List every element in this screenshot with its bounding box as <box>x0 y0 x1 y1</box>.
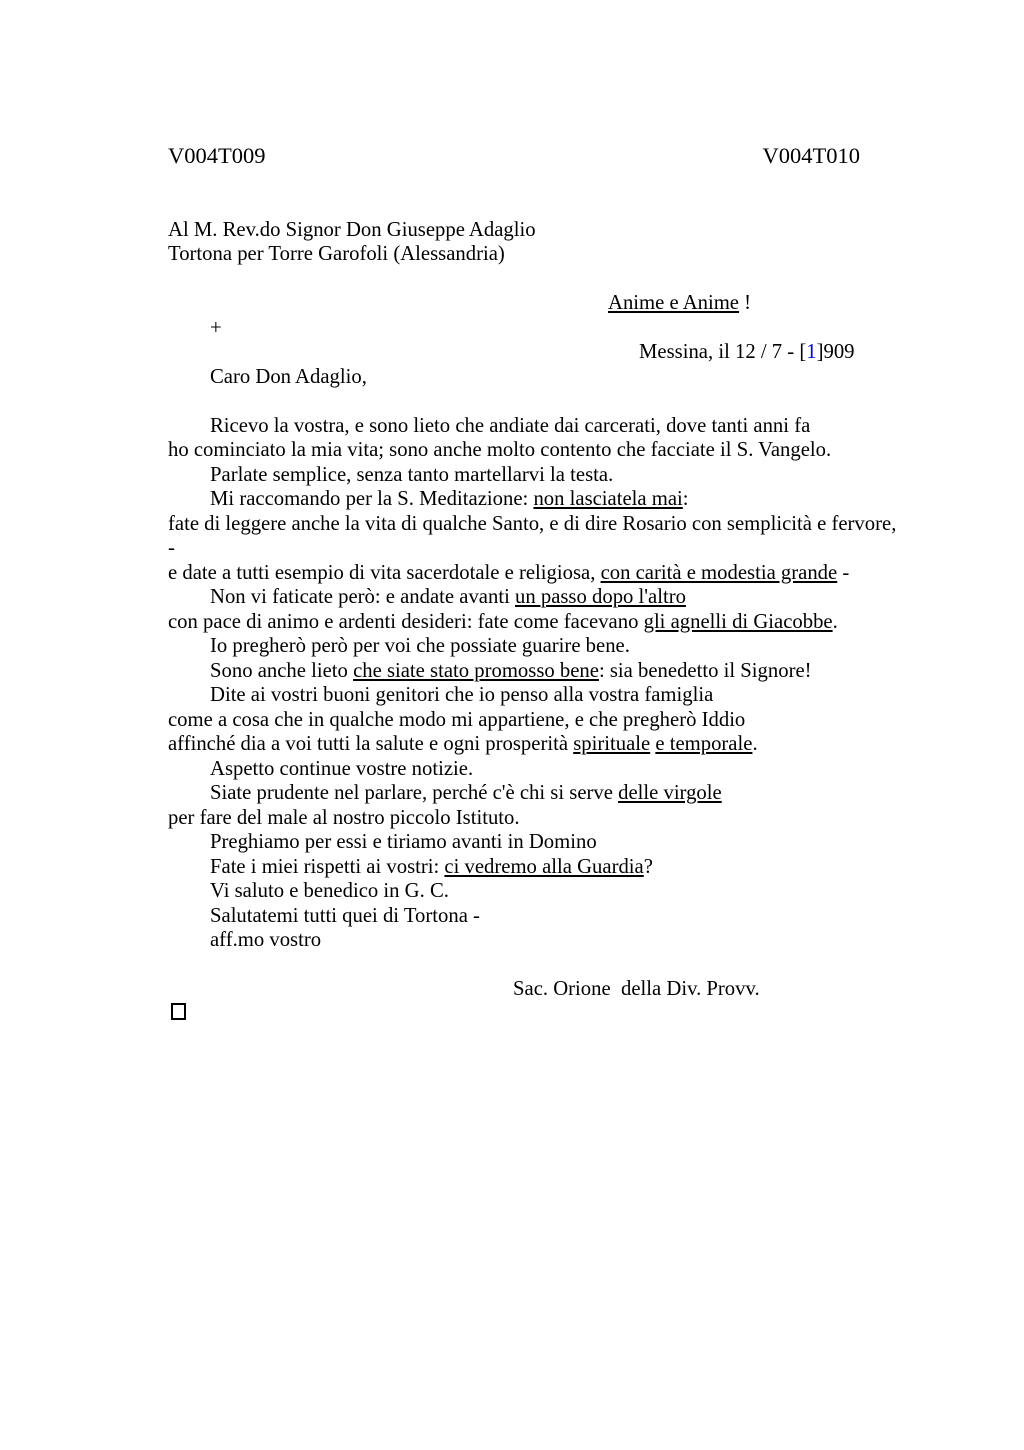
spacer <box>168 169 908 218</box>
text-run: ho cominciato la mia vita; sono anche molto contento che facciate il S. Vangelo. <box>168 439 832 461</box>
doc-code-right: V004T010 <box>762 143 860 168</box>
text-run: - <box>168 537 175 559</box>
missing-glyph-line <box>168 1002 908 1027</box>
body-line <box>168 683 908 708</box>
body-line <box>168 512 908 537</box>
text-run: ? <box>643 855 653 878</box>
text-run: con pace di animo e ardenti desideri: fate come facevano <box>168 610 644 633</box>
spacer <box>168 267 908 292</box>
signature-line: Sac. Orione della Div. Provv. <box>513 978 760 1000</box>
text-run: Sono anche lieto <box>210 659 354 682</box>
text-run: Siate prudente nel parlare, perché c'è chi si serve <box>210 782 619 804</box>
body-line <box>168 487 908 512</box>
text-run: Vi saluto e benedico in G. C. <box>210 880 449 902</box>
text-run: Parlate semplice, senza tanto martellarvi la testa. <box>210 463 614 486</box>
body-line <box>168 781 908 806</box>
body-line <box>168 463 908 488</box>
body-line <box>168 414 908 439</box>
text-run: Preghiamo per essi e tiriamo avanti in Domino <box>210 831 597 853</box>
body-line <box>168 830 908 855</box>
body-line <box>168 536 908 561</box>
underlined-phrase: gli agnelli di Giacobbe <box>643 610 833 633</box>
body-line <box>168 904 908 929</box>
place-date <box>199 341 854 363</box>
body-line <box>168 708 908 733</box>
motto-line <box>168 291 908 316</box>
underlined-phrase: ci vedremo alla Guardia <box>444 855 644 878</box>
body-line <box>168 585 908 610</box>
text-run: : <box>682 488 689 510</box>
letter-content <box>168 144 908 1026</box>
letter-body <box>168 414 908 953</box>
text-run: fate di leggere anche la vita di qualche Santo, e di dire Rosario con semplicità e fervore, <box>168 512 897 535</box>
text-run: Salutatemi tutti quei di Tortona - <box>210 904 480 927</box>
text-run: Mi raccomando per la S. Meditazione: <box>210 488 534 510</box>
text-run: Aspetto continue vostre notizie. <box>210 757 474 780</box>
text-run: aff.mo vostro <box>210 929 322 951</box>
text-run: affinché dia a voi tutti la salute e ogni prosperità <box>168 733 574 755</box>
body-line <box>168 610 908 635</box>
text-run: Fate i miei rispetti ai vostri: <box>210 855 445 878</box>
text-run: Io pregherò però per voi che possiate guarire bene. <box>210 635 630 657</box>
body-line <box>168 806 908 831</box>
date-line <box>168 316 908 363</box>
salutation-line: Caro Don Adaglio, <box>210 365 367 388</box>
body-line <box>168 561 908 586</box>
body-line <box>168 757 908 782</box>
text-run: Non vi faticate però: e andate avanti <box>210 586 515 608</box>
document-codes-header <box>168 144 860 169</box>
underlined-phrase: che siate stato promosso bene <box>353 659 599 682</box>
text-run: Ricevo la vostra, e sono lieto che andiate dai carcerati, dove tanti anni fa <box>210 414 811 437</box>
underlined-phrase: delle virgole <box>618 782 722 804</box>
underlined-phrase: e temporale <box>655 733 753 755</box>
body-line <box>168 659 908 684</box>
cross-mark: + <box>210 316 222 339</box>
body-line <box>168 879 908 904</box>
motto-text: Anime e Anime <box>608 292 739 314</box>
text-run: . <box>752 733 758 755</box>
body-line <box>168 732 908 757</box>
text-run: : sia benedetto il Signore! <box>598 659 812 682</box>
edited-year-digit: 1 <box>806 341 817 363</box>
date-prefix: Messina, il 12 / 7 - [ <box>639 341 807 363</box>
body-line <box>168 634 908 659</box>
underlined-phrase: spirituale <box>573 733 651 755</box>
date-suffix: ]909 <box>816 341 855 363</box>
spacer <box>168 389 908 414</box>
motto-suffix: ! <box>739 292 752 314</box>
doc-code-left: V004T009 <box>168 143 266 168</box>
spacer <box>168 953 908 978</box>
body-line <box>168 855 908 880</box>
recipient-name-line: Al M. Rev.do Signor Don Giuseppe Adaglio <box>168 218 536 241</box>
body-line <box>168 928 908 953</box>
text-run: - <box>837 561 850 584</box>
missing-glyph-box <box>171 1003 186 1020</box>
body-line <box>168 438 908 463</box>
text-run: per fare del male al nostro piccolo Istituto. <box>168 806 520 829</box>
underlined-phrase: un passo dopo l'altro <box>515 586 686 608</box>
underlined-phrase: con carità e modestia grande <box>600 561 838 584</box>
text-run: Dite ai vostri buoni genitori che io penso alla vostra famiglia <box>210 684 714 706</box>
text-run: . <box>832 610 838 633</box>
text-run: e date a tutti esempio di vita sacerdotale e religiosa, <box>168 561 601 584</box>
text-run: come a cosa che in qualche modo mi appartiene, e che pregherò Iddio <box>168 708 746 731</box>
recipient-address-line: Tortona per Torre Garofoli (Alessandria) <box>168 243 505 265</box>
underlined-phrase: non lasciatela mai <box>533 488 683 510</box>
